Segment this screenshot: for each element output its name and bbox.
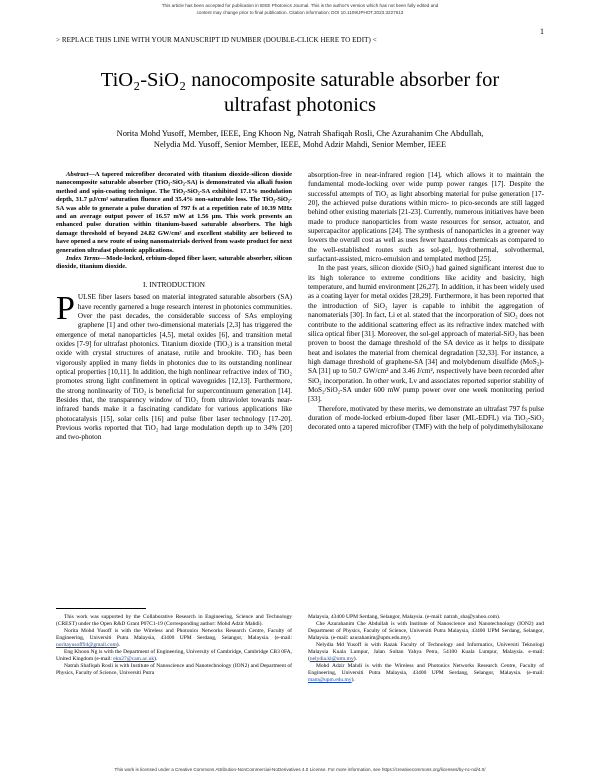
publication-notice [0, 2, 600, 16]
footnote-author-3-cont: Malaysia, 43400 UPM Serdang, Selangor, Malaysia. (e-mail: natrah_sha@yahoo.com). [308, 614, 501, 620]
index-terms-label: Index Terms [66, 255, 100, 263]
right-paragraph-1: absorption-free in near-infrared region [14], which allows it to maintain the fundamental mode-locking over wide pump power ranges [17]. Despite the successful attempts of TiO₂ as light absorbing material for pulse generation [17-20], the achieved pulse durations within micro- to pico-seconds are still lagged behind other existing materials [21-23]. Currently, numerous initiatives have been made to produce nanoparticles from waste resources for sensor, actuator, and supercapacitor applications [24]. The synthesis of nanoparticles in a greener way lowers the overall cost as well as uses fewer hazardous chemicals as compared to the well-established routes such as sol-gel, hydrothermal, solvothermal, surfactant-assisted, micro-emulsion and templated method [25]. [308, 171, 544, 264]
paper-title [0, 68, 600, 118]
license-notice: This work is licensed under a Creative Commons Attribution-NonCommercial-NoDerivatives 4.0 License. For more information, see https://creativecommons.org/licenses/by-nc-nd/4.0/ [114, 767, 486, 772]
abstract-label: Abstract [66, 171, 89, 178]
footnote-author-6: Mohd Adzir Mahdi is with the Wireless and Photonics Networks Research Centre, Faculty of Engineering, Universiti Putra Malaysia, 43400 UPM Serdang, Selangor, Malaysia. (e-mail: mam@upm.edu.my). [308, 663, 544, 683]
left-column [56, 171, 292, 443]
manuscript-header: > REPLACE THIS LINE WITH YOUR MANUSCRIPT ID NUMBER (DOUBLE-CLICK HERE TO EDIT) < [56, 36, 377, 44]
footnote-author-5: Nelydia Md Yusoff is with Razak Faculty of Technology and Informatics, Universiti Teknologi Malaysia Kuala Lumpur, Jalan Sultan Yahya Petra, 54100 Kuala Lumpur, Malaysia. e-mail: (nelydia.kl@utm.my). [308, 642, 544, 662]
index-terms-text: —Mode-locked, erbium-doped fiber laser, saturable absorber, silicon dioxide, titanium dioxide. [56, 255, 292, 271]
footnote-author-2: Eng Khoon Ng is with the Department of Engineering, University of Cambridge, Cambridge CB3 0FA, United Kingdom (e-mail: ekn27@cam.ac.uk). [56, 649, 292, 662]
author-list [70, 128, 530, 150]
email-link-2[interactable]: ekn27@cam.ac.uk [113, 656, 155, 662]
footnote-author-1: Norita Mohd Yusoff is with the Wireless and Photonics Networks Research Centre, Faculty of Engineering, Universiti Putra Malaysia, 43400 UPM Serdang, Selangor, Malaysia. (e-mail: noritayusoff94@gmail.com). [56, 628, 292, 648]
footnotes-right [308, 614, 544, 684]
abstract-text: —A tapered microfiber decorated with titanium dioxide-silicon dioxide nanocomposite saturable absorber (TiO₂-SiO₂-SA) is demonstrated via alkali fusion method and spin-coating technique. The TiO₂-SiO₂-SA exhibited 17.1% modulation depth, 31.7 µJ/cm² saturation fluence and 35.4% non-saturable loss. The TiO₂-SiO₂-SA was able to generate a pulse duration of 797 fs at a repetition rate of 10.39 MHz and an average output power of 16.57 mW at 1.56 µm. This work presents an enhanced pulse duration within titanium-based saturable absorbers. The high damage threshold of beyond 24.82 GW/cm² and excellent stability are believed to have opened a new route of using nanomaterials derived from waste product for next generation ultrafast photonic applications. [56, 171, 292, 254]
title-line-2: ultrafast photonics [223, 94, 376, 116]
footnote-author-4: Che Azurahanim Che Abdullah is with Institute of Nanoscience and Nanotechnology (ION2) and Department of Physics, Faculty of Science, Universiti Putra Malaysia, 43400 UPM Serdang, Selangor, Malaysia. (e-mail: azurahanim@upm.edu.my). [308, 621, 544, 641]
publication-notice-line1: This article has been accepted for publication in IEEE Photonics Journal. This is the author's version which has not been fully edited and [161, 3, 439, 8]
email-link-1[interactable]: noritayusoff94@gmail.com [56, 642, 117, 648]
authors-line-2: Nelydia Md. Yusoff, Senior Member, IEEE, Mohd Adzir Mahdi, Senior Member, IEEE [153, 140, 447, 149]
right-paragraph-2: In the past years, silicon dioxide (SiO₂) had gained significant interest due to its high tolerance to extreme conditions like acidity and basicity, high temperature, and humid environment [26,27]. In addition, it has been widely used as a coating layer for metal oxides [28,29]. Furthermore, it has been reported that the introduction of SiO₂ layer is capable to inhibit the aggregation of nanomaterials [30]. In fact, Li et al. stated that the incorporation of SiO₂ does not contribute to the additional scattering effect as its refractive index matched with silica optical fiber [31]. Moreover, the sol-gel approach of material-SiO₂ has been proven to boost the damage threshold of the SA device as it helps to dissipate heat and isolates the material from chemical degradation [32,33]. For instance, a high damage threshold of graphene-SA [34] and molybdenum disulfide (MoS₂)-SA [31] up to 50.7 GW/cm² and 3.46 J/cm², respectively have been recorded after SiO₂ incorporation. In other work, Lv and associates reported superior stability of MoS₂/SiO₂-SA under 600 mW pump power over one week monitoring period [33]. [308, 264, 544, 404]
email-link-3[interactable]: nelydia.kl@utm.my [309, 656, 354, 662]
publication-notice-line2: content may change prior to final publication. Citation information: DOI 10.1109/JPHOT.2023.3227513 [196, 10, 404, 15]
email-link-4[interactable]: mam@upm.edu.my [308, 677, 352, 683]
authors-line-1: Norita Mohd Yusoff, Member, IEEE, Eng Khoon Ng, Natrah Shafiqah Rosli, Che Azurahanim Che Abdullah, [116, 129, 484, 138]
footnote-author-3: Natrah Shafiqah Rosli is with Institute of Nanoscience and Nanotechnology (ION2) and Department of Physics, Faculty of Science, Universiti Putra [56, 663, 292, 676]
right-column [308, 171, 544, 433]
drop-cap: P [56, 290, 75, 328]
page-number: 1 [540, 27, 544, 36]
footnote-divider [56, 608, 146, 609]
right-paragraph-3: Therefore, motivated by these merits, we demonstrate an ultrafast 797 fs pulse duration of mode-locked erbium-doped fiber laser (ML-EDFL) via TiO₂-SiO₂ decorated onto a tapered microfiber (TMF) with the help of polydimethylsiloxane [308, 404, 544, 432]
footnotes-left [56, 614, 292, 677]
intro-paragraph-1-text: ULSE fiber lasers based on material integrated saturable absorbers (SA) have recently garnered a huge research interest in photonics communities. Over the past decades, the considerable success of SAs employing graphene [1] and other two-dimensional materials [2,3] has triggered the emergence of metal nanoparticles [4,5], metal oxides [6], and transition metal oxides [7-9] for ultrafast photonics. Titanium dioxide (TiO₂) is a transition metal oxide with crystal structures of anatase, rutile and brookite. TiO₂ has been vigorously applied in many fields in photonics due to its outstanding nonlinear optical properties [10,11]. In addition, the high nonlinear refractive index of TiO₂ promotes strong light confinement in optical waveguides [12,13]. Furthermore, the strong nonlinearity of TiO₂ is beneficial for supercontinuum generation [14]. Besides that, the transparency window of TiO₂ from ultraviolet towards near-infrared bands make it a fascinating candidate for various applications like photocatalysis [15], solar cells [16] and pulse fiber laser technology [17-20]. Previous works reported that TiO₂ had large modulation depth up to 34% [20] and two-photon [56, 293, 292, 442]
index-terms [56, 255, 292, 272]
abstract [56, 171, 292, 255]
section-heading: I. INTRODUCTION [143, 279, 205, 289]
footnote-funding: This work was supported by the Collaborative Research in Engineering, Science and Technology (CREST) under the Open R&D Grant P07C1-19 (Corresponding author: Mohd Adzir Mahdi). [56, 614, 292, 627]
title-line-1: TiO₂-SiO₂ nanocomposite saturable absorber for [100, 69, 500, 91]
intro-paragraph-1 [56, 290, 292, 443]
